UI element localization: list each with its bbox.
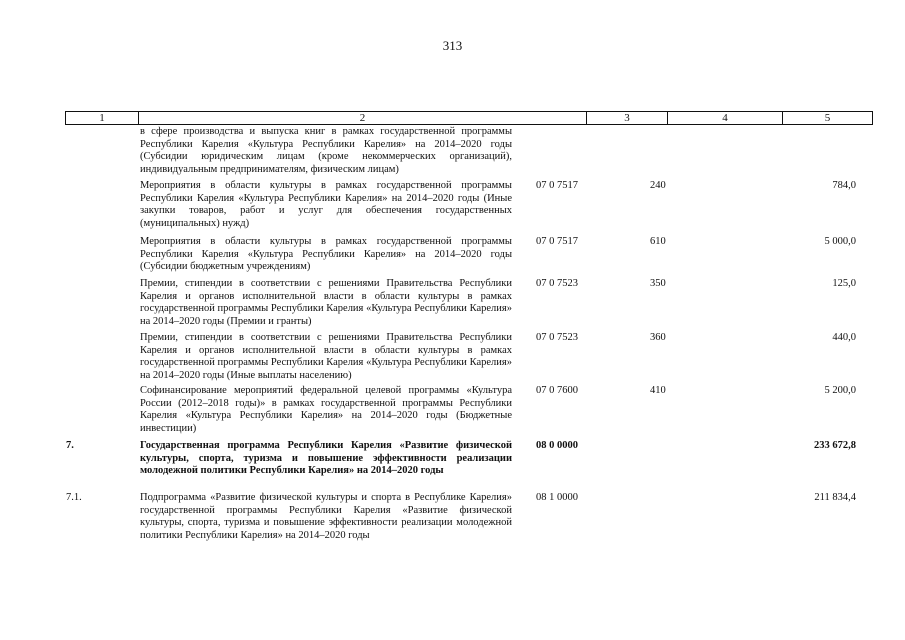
row-amount: 233 672,8 (814, 440, 856, 451)
header-col-4: 4 (668, 112, 783, 124)
row-code: 07 0 7523 (536, 278, 578, 289)
header-col-3: 3 (587, 112, 668, 124)
row-amount: 125,0 (832, 278, 856, 289)
row-amount: 5 000,0 (824, 236, 856, 247)
header-col-5: 5 (824, 112, 831, 124)
page-number: 313 (442, 38, 463, 53)
row-code: 07 0 7600 (536, 385, 578, 396)
row-code: 07 0 7523 (536, 332, 578, 343)
header-col-2: 2 (139, 112, 587, 124)
row-description: Государственная программа Республики Карелия «Развитие физической культуры, спорта, туризма и повышение эффективности реализации молодежной политики Республики Карелия» на 2014–2020 годы (140, 440, 512, 477)
row-type: 360 (650, 332, 666, 343)
row-type: 610 (650, 236, 666, 247)
table-header (65, 111, 873, 125)
row-type: 350 (650, 278, 666, 289)
row-description: Мероприятия в области культуры в рамках государственной программы Республики Карелия «Культура Республики Карелия» на 2014–2020 годы (Субсидии бюджетным учреждениям) (140, 236, 512, 273)
row-description: Мероприятия в области культуры в рамках государственной программы Республики Карелия «Культура Республики Карелия» на 2014–2020 годы (Иные закупки товаров, работ и услуг для обеспечения государственных (муниципальных) нужд) (140, 180, 512, 229)
header-col-1: 1 (66, 112, 139, 124)
row-amount: 5 200,0 (824, 385, 856, 396)
row-code: 07 0 7517 (536, 236, 578, 247)
row-description: Подпрограмма «Развитие физической культуры и спорта в Республике Карелия» государственной программы Республики Карелия «Развитие физической культуры, спорта, туризма и повышение эффективности реализации молодежной политики Республики Карелия» на 2014–2020 годы (140, 492, 512, 541)
row-number: 7.1. (66, 492, 82, 503)
row-amount: 211 834,4 (814, 492, 856, 503)
row-code: 08 1 0000 (536, 492, 578, 503)
row-description: Премии, стипендии в соответствии с решениями Правительства Республики Карелия и органов исполнительной власти в области культуры в рамках государственной программы Республики Карелия «Культура Республики Карелия» на 2014–2020 годы (Премии и гранты) (140, 278, 512, 327)
row-code: 08 0 0000 (536, 440, 578, 451)
row-description: в сфере производства и выпуска книг в рамках государственной программы Республики Карелия «Культура Республики Карелия» на 2014–2020 годы (Субсидии юридическим лицам (кроме некоммерческих организаций), индивидуальным предпринимателям, физическим лицам) (140, 126, 512, 175)
row-type: 240 (650, 180, 666, 191)
row-amount: 440,0 (832, 332, 856, 343)
row-code: 07 0 7517 (536, 180, 578, 191)
row-number: 7. (66, 440, 74, 451)
row-description: Софинансирование мероприятий федеральной целевой программы «Культура России (2012–2018 годы)» в рамках государственной программы Республики Карелия «Культура Республики Карелия» на 2014–2020 годы (Бюджетные инвестиции) (140, 385, 512, 434)
row-description: Премии, стипендии в соответствии с решениями Правительства Республики Карелия и органов исполнительной власти в области культуры в рамках государственной программы Республики Карелия «Культура Республики Карелия» на 2014–2020 годы (Иные выплаты населению) (140, 332, 512, 381)
row-amount: 784,0 (832, 180, 856, 191)
row-type: 410 (650, 385, 666, 396)
